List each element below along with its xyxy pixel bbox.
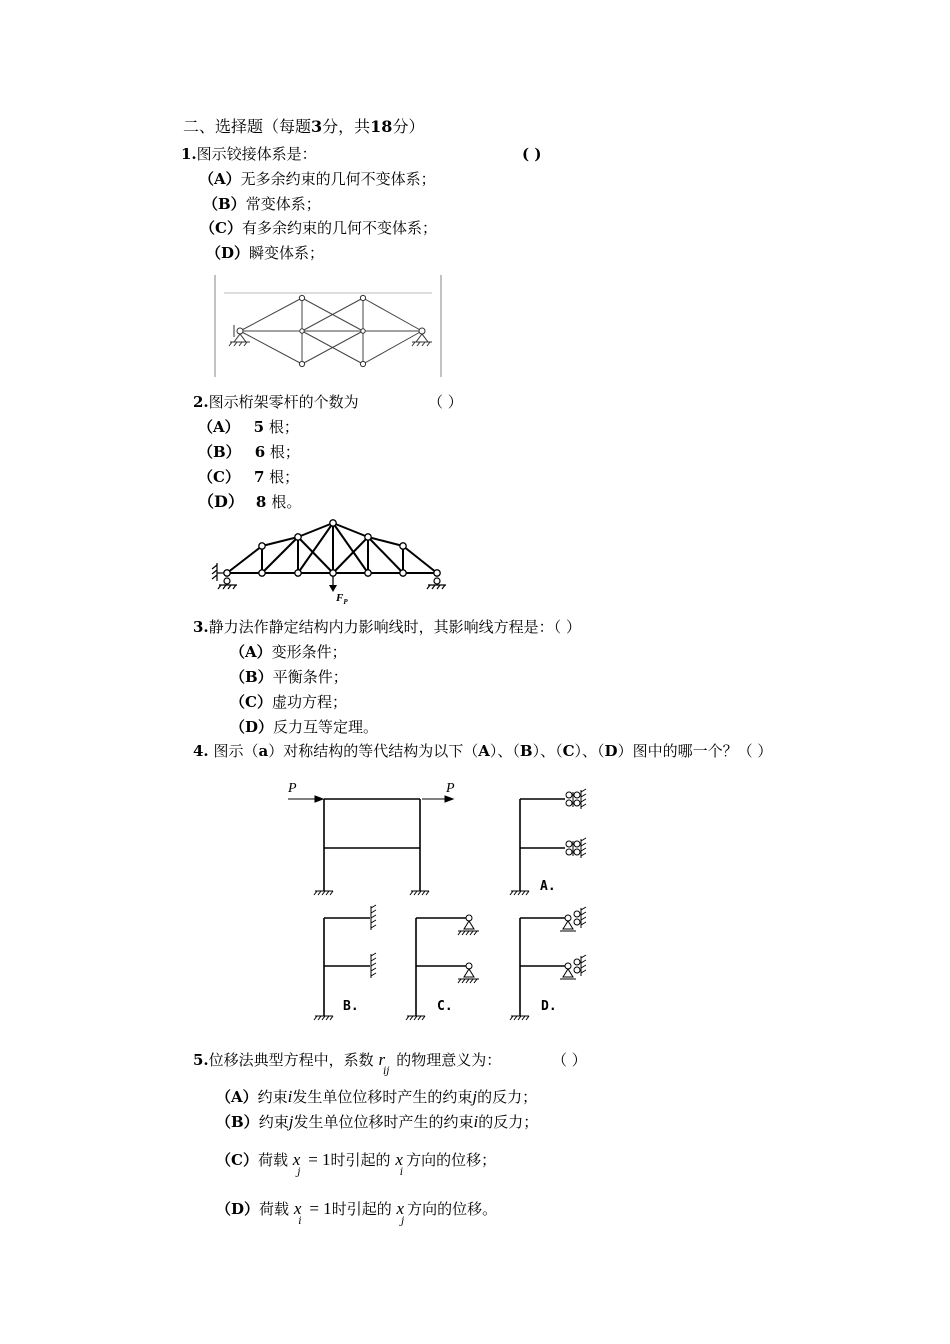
q1-option-b (203, 195, 321, 213)
q2-stem (193, 393, 359, 411)
option-text: 虚功方程； (271, 693, 347, 711)
q5-text-2: 的物理意义为： (396, 1051, 502, 1069)
option-unit: 根。 (271, 493, 302, 511)
q1-number: 1. (181, 145, 197, 163)
q1-stem (181, 145, 317, 163)
option-label: （B） (216, 1113, 259, 1131)
option-unit: 根； (269, 468, 300, 486)
option-label: （B） (230, 668, 273, 686)
section-title-mid: 分，共 (322, 117, 371, 136)
option-text: 的反力； (477, 1088, 538, 1106)
frame-option-a (520, 799, 565, 891)
option-text: 反力互等定理。 (273, 718, 379, 736)
q5-stem (193, 1050, 502, 1077)
option-unit: 根； (269, 443, 300, 461)
var-j: j (472, 1087, 478, 1106)
var-x: x (293, 1199, 302, 1218)
option-text: 时引起的 (330, 1151, 391, 1169)
option-label: （C） (198, 468, 240, 486)
option-label: （B） (198, 443, 241, 461)
var-i: i (473, 1112, 479, 1131)
q4-choice-a: A (478, 742, 490, 760)
q5-option-d (216, 1199, 498, 1227)
q3-number: 3. (193, 618, 209, 636)
q2-figure-truss (205, 515, 450, 610)
q5-option-c (216, 1150, 497, 1178)
q1-option-d (206, 244, 324, 262)
var-j: j (288, 1112, 294, 1131)
option-label: （C） (200, 219, 242, 237)
option-label: （C） (216, 1151, 258, 1169)
option-unit: 根； (268, 418, 299, 436)
label-b: B. (343, 999, 359, 1014)
option-text: 发生单位位移时产生的约束 (293, 1113, 474, 1131)
option-text: 的反力； (478, 1113, 539, 1131)
option-label: （D） (206, 244, 250, 262)
q1-answer-blank[interactable]: ( ) (522, 145, 542, 163)
subscript: i (399, 1167, 404, 1178)
q4-text-3: ）图中的哪一个？（ ） (617, 742, 773, 760)
option-text: 方向的位移； (406, 1151, 497, 1169)
frame-a-original (324, 799, 420, 891)
label-a: A. (540, 879, 556, 894)
equals-one: = 1 (308, 1150, 331, 1169)
q5-option-a (216, 1088, 537, 1106)
option-text: 时引起的 (331, 1200, 392, 1218)
option-text: 常变体系； (245, 195, 321, 213)
option-text: 平衡条件； (272, 668, 348, 686)
option-text: 发生单位位移时产生的约束 (292, 1088, 473, 1106)
option-label: （D） (230, 718, 274, 736)
option-value: 8 (255, 493, 267, 511)
q4-label-a-lower: a (258, 742, 269, 760)
label-d: D. (541, 999, 557, 1014)
q5-answer-blank[interactable]: （ ） (552, 1051, 587, 1069)
option-text: 有多余约束的几何不变体系； (241, 219, 437, 237)
option-label: （D） (198, 492, 244, 511)
option-label: （A） (199, 170, 241, 188)
option-text: 无多余约束的几何不变体系； (240, 170, 436, 188)
equals-one: = 1 (309, 1199, 332, 1218)
q4-sep-2: ）、（ (532, 742, 563, 760)
q4-choice-d: D (604, 742, 618, 760)
q3-option-d (230, 718, 378, 736)
q5-number: 5. (193, 1051, 209, 1069)
option-label: （A） (230, 643, 272, 661)
option-text: 约束 (258, 1113, 289, 1131)
q2-answer-blank[interactable]: （ ） (428, 393, 463, 411)
q1-text: 图示铰接体系是： (196, 145, 317, 163)
var-x: x (395, 1150, 403, 1169)
q2-option-d (198, 493, 301, 511)
q2-number: 2. (193, 393, 209, 411)
q5-text-1: 位移法典型方程中，系数 (208, 1051, 374, 1069)
q4-choice-b: B (519, 742, 533, 760)
var-x: x (292, 1150, 301, 1169)
subscript: j (401, 1216, 405, 1227)
points-each: 3 (311, 117, 323, 136)
q1-option-a (199, 170, 436, 188)
option-label: （C） (230, 693, 272, 711)
subscript: j (297, 1167, 301, 1178)
q4-sep-3: ）、（ (574, 742, 605, 760)
q2-option-b (198, 443, 300, 461)
q3-option-b (230, 668, 348, 686)
total-points: 18 (370, 117, 393, 136)
q2-option-c (198, 468, 299, 486)
coef-r: r (378, 1050, 386, 1069)
q4-figures (280, 780, 600, 1025)
q4-stem (193, 742, 772, 760)
label-c: C. (437, 999, 453, 1014)
option-label: （A） (198, 418, 240, 436)
var-i: i (287, 1087, 293, 1106)
q1-option-c (200, 219, 437, 237)
option-value: 5 (253, 418, 265, 436)
option-label: （D） (216, 1200, 260, 1218)
q3-text: 静力法作静定结构内力影响线时，其影响线方程是：（ ） (208, 618, 581, 636)
option-text: 约束 (257, 1088, 288, 1106)
section-title-prefix: 二、选择题（每题 (183, 117, 312, 136)
q4-text-2: ）对称结构的等代结构为以下（ (268, 742, 479, 760)
q3-stem (193, 618, 581, 636)
coef-sub-ij: ij (383, 1066, 390, 1077)
q3-option-a (230, 643, 347, 661)
var-x: x (396, 1199, 405, 1218)
option-text: 瞬变体系； (249, 244, 325, 262)
option-text: 荷载 (257, 1151, 288, 1169)
q4-number: 4. (193, 742, 209, 760)
q4-choice-c: C (562, 742, 575, 760)
load-p-right: P (446, 781, 455, 796)
load-p-left: P (288, 781, 297, 796)
section-title-suffix: 分） (392, 117, 425, 136)
subscript: i (298, 1216, 302, 1227)
option-label: （B） (203, 195, 246, 213)
q2-option-a (198, 418, 299, 436)
q4-text-1: 图示（ (213, 742, 259, 760)
section-title (183, 118, 424, 136)
option-text: 变形条件； (271, 643, 347, 661)
q1-figure-hinged-system (210, 275, 446, 378)
q3-option-c (230, 693, 347, 711)
load-label-fp: $F_P$ (336, 592, 348, 606)
option-text: 方向的位移。 (407, 1200, 498, 1218)
option-value: 7 (253, 468, 265, 486)
option-label: （A） (216, 1088, 258, 1106)
q5-option-b (216, 1113, 538, 1131)
option-text: 荷载 (259, 1200, 290, 1218)
option-value: 6 (254, 443, 266, 461)
q2-text: 图示桁架零杆的个数为 (208, 393, 359, 411)
q4-sep-1: ）、（ (489, 742, 520, 760)
